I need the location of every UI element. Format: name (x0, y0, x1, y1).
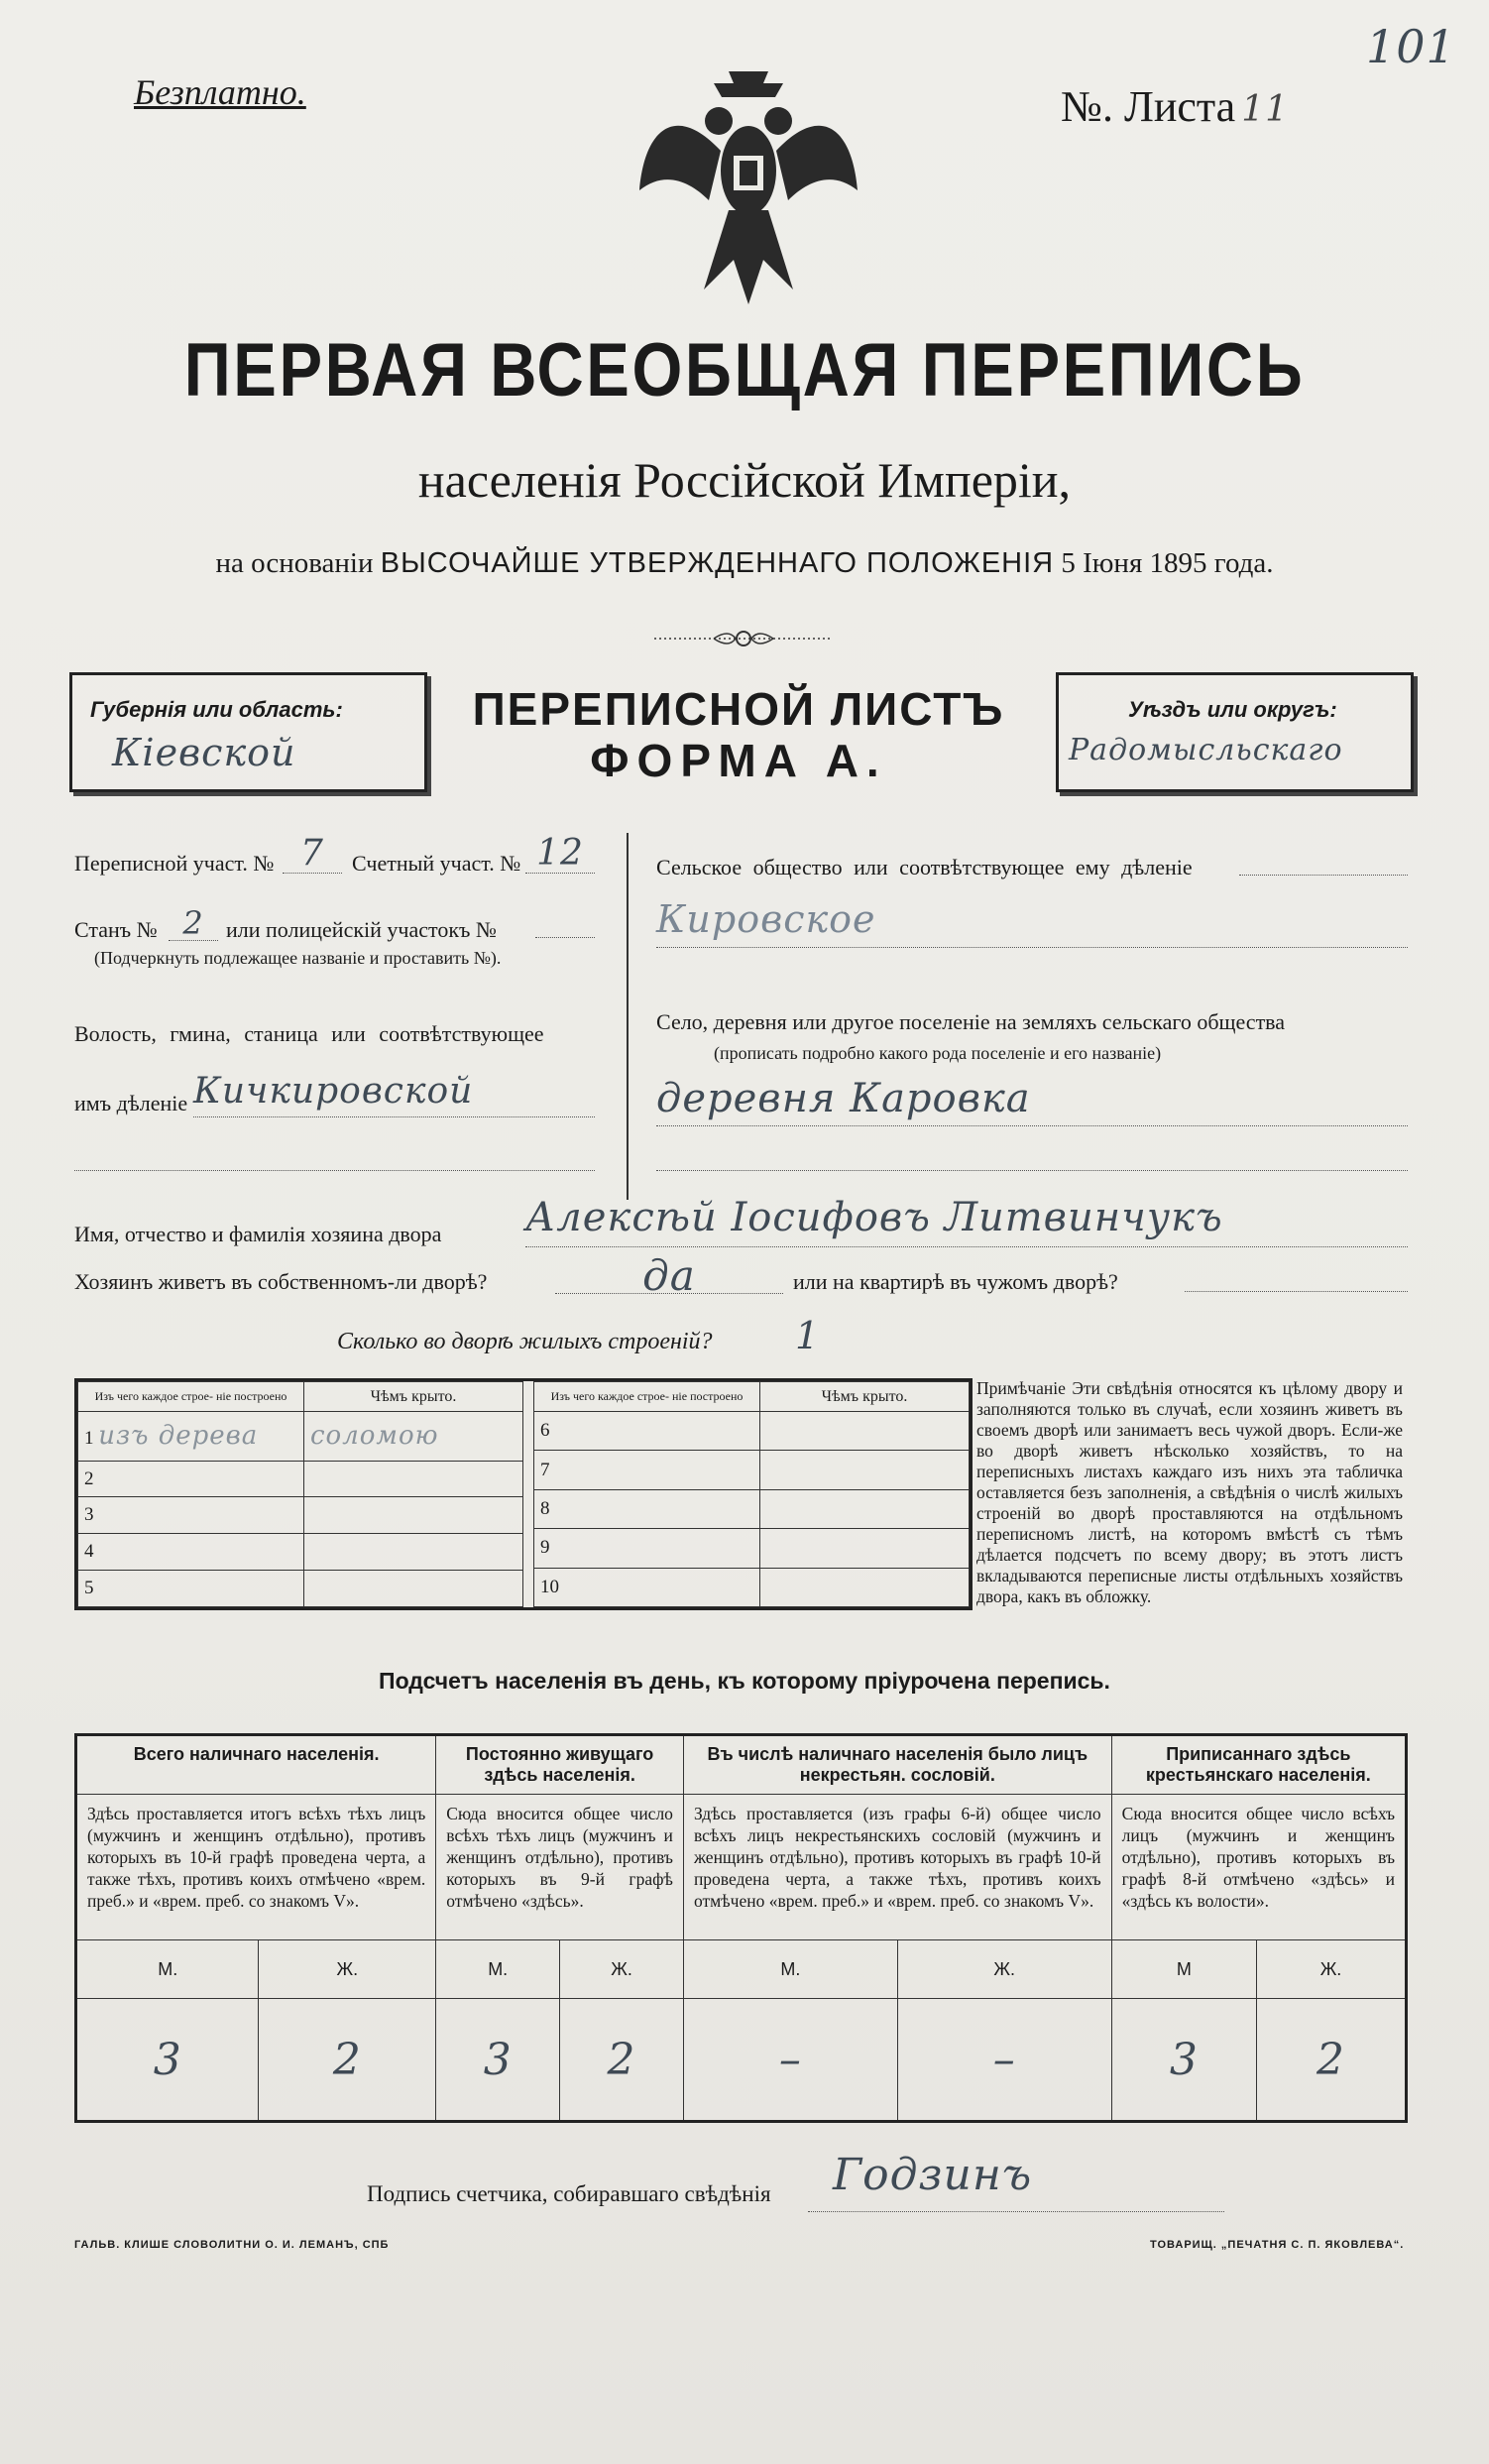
sheet-number (1061, 81, 1289, 132)
sheet-number-label: №. Листа (1061, 82, 1236, 131)
province-box (69, 672, 427, 792)
pop-peasant-male: 3 (1111, 1999, 1256, 2122)
pop-male-label: М. (76, 1940, 259, 1999)
own-yard-label: Хозяинъ живетъ въ собственномъ-ли дворѣ? (74, 1269, 488, 1294)
sheet-number-value: 11 (1241, 89, 1290, 130)
rent-line (1185, 1281, 1408, 1292)
buildings-table-right (533, 1381, 970, 1607)
signature-label: Подпись счетчика, собиравшаго свѣдѣнія (367, 2181, 771, 2206)
pop-desc-present: Здѣсь проставляется итогъ всѣхъ тѣхъ лицъ (мужчинъ и женщинъ отдѣльно), противъ которыхъ въ 10-й графѣ проведена черта, а также тѣхъ, противъ коихъ отмѣчено «врем. преб.» и «врем. преб. со знакомъ V». (76, 1795, 436, 1940)
police-value-line (535, 927, 595, 938)
buildings-table (74, 1378, 973, 1610)
pop-head-nonpeasant: Въ числѣ наличнаго населенія было лицъ некрестьян. сословій. (683, 1735, 1111, 1795)
building-row-6: 6 (534, 1412, 760, 1451)
subtitle: населенія Россійской Имперіи, (417, 452, 1072, 508)
village-extra-line (656, 1160, 1408, 1171)
buildings-label: Сколько во дворѣ жилыхъ строеній? (337, 1329, 713, 1354)
basis-prefix: на основаніи (215, 547, 374, 579)
basis-caps: ВЫСОЧАЙШЕ УТВЕРЖДЕННАГО ПОЛОЖЕНІЯ (380, 547, 1055, 579)
archive-page-number: 101 (1366, 20, 1456, 73)
pop-nonpeasant-female: – (897, 1999, 1111, 2122)
pop-present-male: 3 (76, 1999, 259, 2122)
pop-peasant-female: 2 (1257, 1999, 1407, 2122)
signature-line (808, 2201, 1224, 2212)
building-row-2: 2 (78, 1461, 304, 1497)
pop-head-permanent: Постоянно живущаго здѣсь населенія. (436, 1735, 684, 1795)
count-section-label: Счетный участ. № (352, 851, 521, 876)
column-divider (627, 833, 629, 1200)
pop-present-female: 2 (259, 1999, 436, 2122)
district-box (1056, 672, 1414, 792)
ornament-divider (644, 627, 843, 650)
police-label: или полицейскій участокъ № (226, 917, 497, 942)
basis-suffix: 5 Іюня 1895 года. (1061, 547, 1274, 579)
own-yard-value: да (555, 1251, 783, 1294)
census-section-label: Переписной участ. № (74, 851, 275, 876)
main-title: ПЕРВАЯ ВСЕОБЩАЯ ПЕРЕПИСЬ (183, 328, 1306, 412)
pop-head-peasant: Приписаннаго здѣсь крестьянскаго населенія. (1111, 1735, 1406, 1795)
building-roof-2 (304, 1461, 523, 1497)
printer-credit-left: ГАЛЬВ. КЛИШЕ СЛОВОЛИТНИ О. И. ЛЕМАНЪ, СПБ (74, 2239, 390, 2251)
pop-female-label: Ж. (897, 1940, 1111, 1999)
pop-permanent-female: 2 (560, 1999, 684, 2122)
building-row-3: 3 (78, 1497, 304, 1534)
society-value: Кировское (656, 897, 1408, 948)
village-label: Село, деревня или другое поселеніе на земляхъ сельскаго общества (656, 1009, 1286, 1034)
pop-desc-permanent: Сюда вносится общее число всѣхъ тѣхъ лицъ (мужчинъ и женщинъ отдѣльно), противъ которыхъ въ 9-й графѣ отмѣчено «здѣсь». (436, 1795, 684, 1940)
volost-extra-line (74, 1160, 595, 1171)
form-title: ПЕРЕПИСНОЙ ЛИСТЪ (472, 683, 1005, 735)
village-value: деревня Каровка (656, 1076, 1408, 1126)
col-roof-header-right: Чѣмъ крыто. (760, 1382, 970, 1412)
printer-credit-right: ТОВАРИЩ. „ПЕЧАТНЯ С. П. ЯКОВЛЕВА“. (1150, 2239, 1405, 2251)
form-subtitle: ФОРМА А. (590, 735, 887, 786)
pop-head-present: Всего наличнаго населенія. (76, 1735, 436, 1795)
building-roof-5 (304, 1571, 523, 1607)
society-label: Сельское общество или соотвѣтствующее ему дѣленіе (656, 855, 1193, 880)
population-table (74, 1733, 1408, 2123)
building-row-4: 4 (78, 1534, 304, 1571)
imperial-eagle-icon (634, 61, 862, 309)
rent-label: или на квартирѣ въ чужомъ дворѣ? (793, 1269, 1118, 1294)
pop-nonpeasant-male: – (683, 1999, 897, 2122)
society-line (1239, 865, 1408, 876)
stan-value: 2 (169, 904, 218, 941)
buildings-note: Примѣчаніе Эти свѣдѣнія относятся къ цѣлому двору и заполняются только въ случаѣ, если хозяинъ живетъ въ своемъ дворѣ или занимаетъ весь чужой дворъ. Если-же во дворѣ живетъ нѣсколько хозяйствъ, то на переписныхъ листахъ каждаго изъ нихъ эта табличка оставляется безъ заполненія, а свѣдѣнія о числѣ жилыхъ строеній во дворѣ проставляются на отдѣльномъ переписномъ листѣ, на которомъ вмѣстѣ съ тѣмъ дѣлается подсчетъ по всему двору; въ этотъ листъ вкладываются переписные листы отдѣльныхъ хозяйствъ двора, какъ въ обложку. (976, 1378, 1403, 1606)
province-value: Кіевской (112, 731, 296, 774)
building-row-1: 1 изъ дерева (78, 1412, 304, 1462)
count-section-value: 12 (525, 833, 595, 874)
pop-male-label: М. (683, 1940, 897, 1999)
owner-name-value: Алексѣй Іосифовъ Литвинчукъ (525, 1195, 1408, 1247)
province-label: Губернія или область: (90, 697, 343, 722)
building-row-8: 8 (534, 1489, 760, 1528)
building-row-10: 10 (534, 1568, 760, 1606)
population-count-title: Подсчетъ населенія въ день, къ которому пріурочена перепись. (379, 1668, 1110, 1694)
building-roof-1: соломою (304, 1412, 523, 1462)
pop-female-label: Ж. (560, 1940, 684, 1999)
pop-male-label: М. (436, 1940, 560, 1999)
pop-permanent-male: 3 (436, 1999, 560, 2122)
building-row-7: 7 (534, 1451, 760, 1489)
building-roof-3 (304, 1497, 523, 1534)
buildings-value: 1 (795, 1314, 821, 1357)
pop-female-label: Ж. (259, 1940, 436, 1999)
volost-value: Кичкировской (193, 1071, 595, 1117)
stan-label: Станъ № (74, 917, 158, 942)
free-label: Безплатно. (134, 72, 306, 112)
volost-label-1: Волость, гмина, станица или соотвѣтствующее (74, 1021, 544, 1046)
volost-label-2: имъ дѣленіе (74, 1091, 188, 1115)
owner-name-label: Имя, отчество и фамилія хозяина двора (74, 1222, 442, 1246)
col-roof-header: Чѣмъ крыто. (304, 1382, 523, 1412)
buildings-table-left (77, 1381, 523, 1607)
building-row-5: 5 (78, 1571, 304, 1607)
census-section-value: 7 (283, 833, 342, 874)
village-note: (прописать подробно какого рода поселеніе и его названіе) (714, 1043, 1162, 1063)
pop-desc-nonpeasant: Здѣсь проставляется (изъ графы 6-й) общее число всѣхъ лицъ некрестьянскихъ сословій (мужчинъ и женщинъ отдѣльно), противъ которыхъ въ графѣ 10-й проведена черта, а также тѣхъ, противъ коихъ отмѣчено «врем. преб.» и «врем. преб. со знакомъ V». (683, 1795, 1111, 1940)
pop-male-label: М (1111, 1940, 1256, 1999)
pop-female-label: Ж. (1257, 1940, 1407, 1999)
district-label: Уѣздъ или округъ: (1128, 697, 1337, 722)
building-row-9: 9 (534, 1529, 760, 1568)
building-roof-4 (304, 1534, 523, 1571)
col-material-header-right: Изъ чего каждое строе- ніе построено (534, 1382, 760, 1412)
pop-desc-peasant: Сюда вносится общее число всѣхъ лицъ (мужчинъ и женщинъ отдѣльно), противъ которыхъ въ графѣ 8-й отмѣчено «здѣсь» и «здѣсь къ волости». (1111, 1795, 1406, 1940)
signature-value: Годзинъ (833, 2150, 1033, 2200)
legal-basis (0, 547, 1489, 580)
district-value: Радомысльскаго (1069, 733, 1343, 767)
police-note: (Подчеркнуть подлежащее названіе и проставить №). (94, 948, 502, 968)
col-material-header: Изъ чего каждое строе- ніе построено (78, 1382, 304, 1412)
